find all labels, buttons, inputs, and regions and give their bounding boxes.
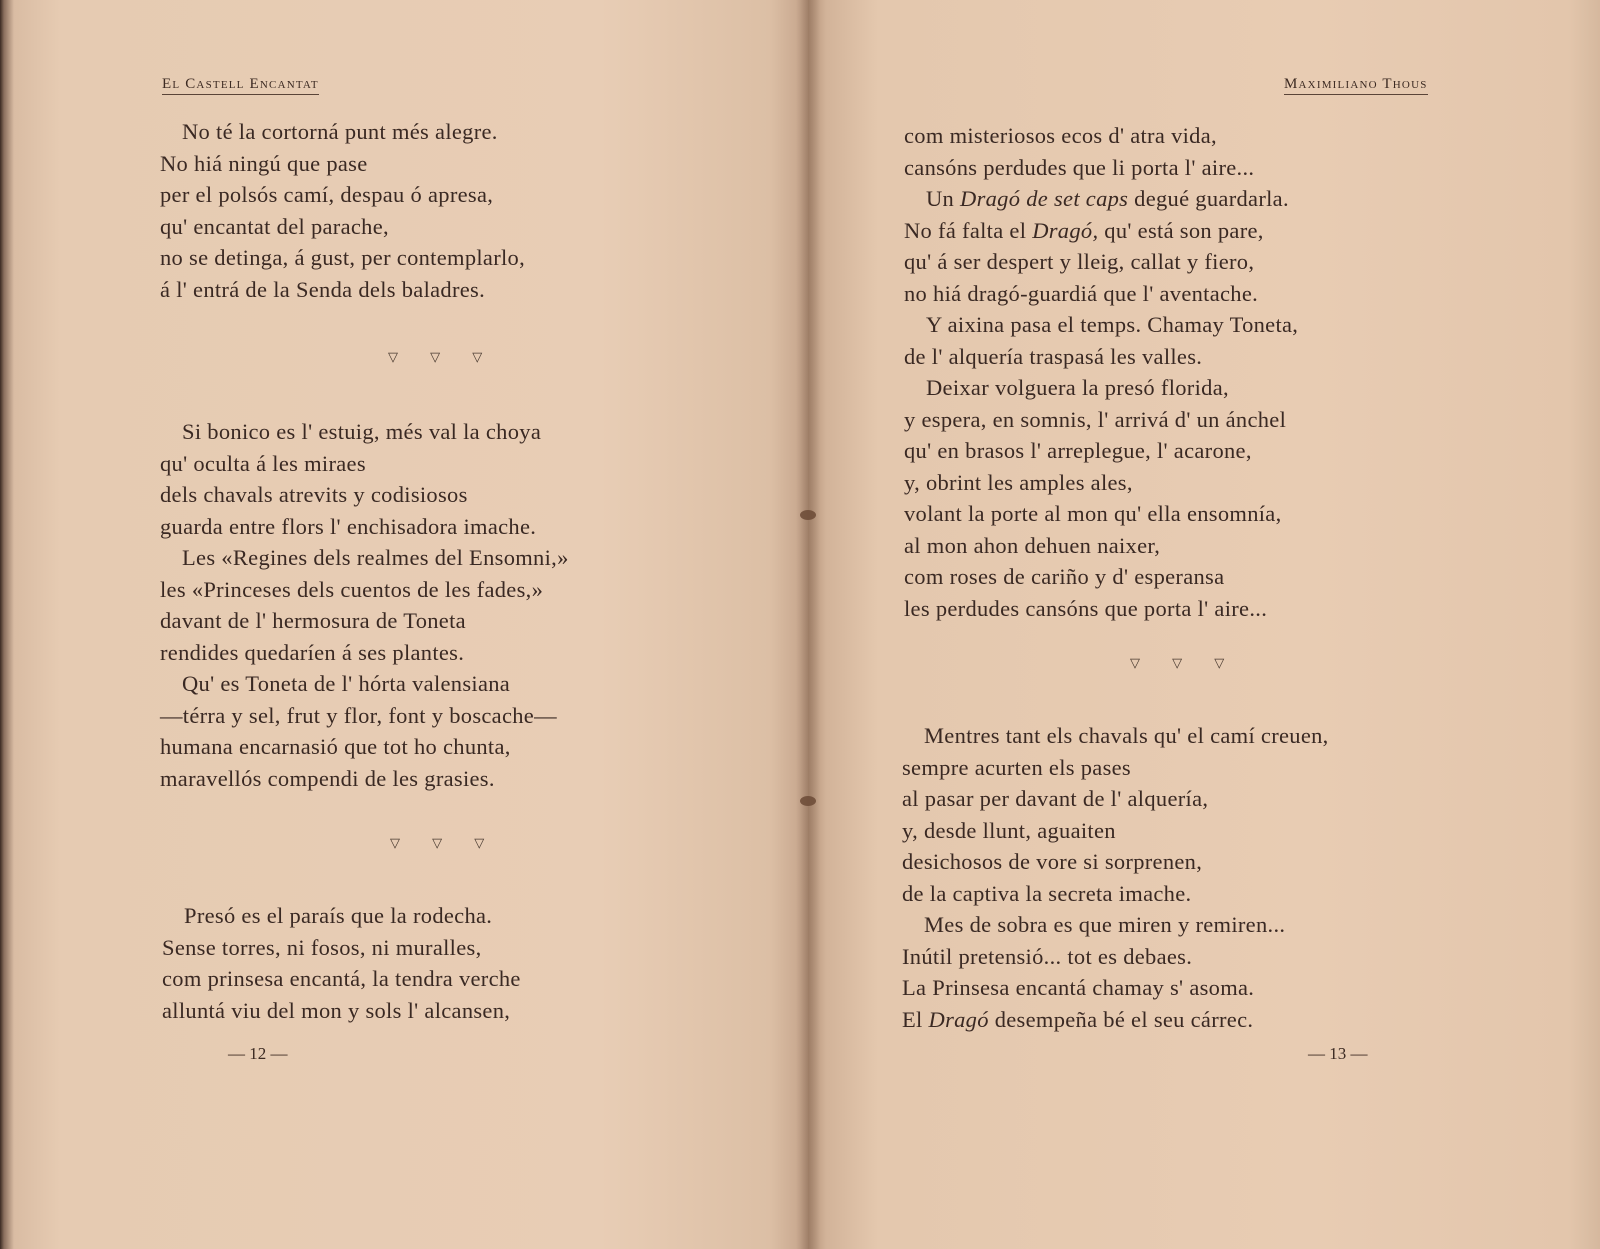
verse-text: Mes de sobra es que miren y remiren... — [924, 912, 1286, 937]
verse-text: no hiá dragó-guardiá que l' aventache. — [904, 280, 1259, 306]
right-stanza-1 — [904, 120, 1298, 624]
section-divider: ▽ ▽ ▽ — [388, 350, 497, 365]
verse-line — [902, 941, 1329, 973]
verse-line — [904, 183, 1298, 215]
verse-text: com roses de cariño y d' esperansa — [904, 564, 1225, 589]
verse-line — [902, 720, 1329, 752]
verse-line — [904, 246, 1298, 278]
verse-line — [902, 752, 1329, 784]
verse-line — [902, 783, 1329, 815]
verse-line — [902, 846, 1329, 878]
verse-text: de l' alquería traspasá les valles. — [904, 343, 1203, 369]
verse-line — [904, 152, 1298, 184]
verse-text: Y aixina pasa el temps. Chamay Toneta, — [926, 312, 1299, 337]
verse-line: Presó es el paraís que la rodecha. — [184, 903, 493, 928]
verse-line — [902, 972, 1329, 1004]
verse-line: per el polsós camí, despau ó apresa, — [160, 182, 494, 207]
verse-text: y espera, en somnis, l' arrivá d' un ánchel — [904, 406, 1287, 432]
right-running-head: Maximiliano Thous — [1284, 76, 1428, 95]
verse-line: qu' encantat del parache, — [160, 213, 389, 239]
verse-line: Si bonico es l' estuig, més val la choya — [182, 419, 542, 444]
verse-text: com misteriosos ecos d' atra vida, — [904, 123, 1217, 148]
verse-text: degué guardarla. — [1128, 186, 1289, 211]
verse-line: No hiá ningú que pase — [160, 150, 368, 176]
verse-text: qu' á ser despert y lleig, callat y fiero, — [904, 249, 1255, 274]
verse-text: Deixar volguera la presó florida, — [926, 375, 1229, 400]
verse-line: qu' oculta á les miraes — [160, 450, 366, 476]
verse-text: qu' está son pare, — [1098, 217, 1264, 243]
verse-line — [902, 815, 1329, 847]
verse-line: humana encarnasió que tot ho chunta, — [160, 734, 511, 759]
verse-line: maravellós compendi de les grasies. — [160, 765, 495, 791]
verse-text: qu' en brasos l' arreplegue, l' acarone, — [904, 438, 1252, 463]
verse-line — [904, 309, 1298, 341]
verse-text: Un — [926, 186, 961, 211]
verse-line — [902, 878, 1329, 910]
verse-line: á l' entrá de la Senda dels baladres. — [160, 276, 486, 302]
italic-phrase: Dragó — [928, 1006, 989, 1032]
verse-line: les «Princeses dels cuentos de les fades,» — [160, 576, 544, 602]
italic-phrase: Dragó, — [1032, 217, 1099, 243]
verse-text: Mentres tant els chavals qu' el camí creuen, — [924, 723, 1329, 748]
verse-text: y, obrint les amples ales, — [904, 469, 1133, 495]
verse-text: de la captiva la secreta imache. — [902, 880, 1192, 906]
verse-line — [904, 372, 1298, 404]
verse-line: alluntá viu del mon y sols l' alcansen, — [162, 997, 511, 1023]
verse-line — [904, 404, 1298, 436]
verse-line — [902, 1004, 1329, 1036]
left-stanza-2 — [160, 416, 569, 794]
verse-line: Qu' es Toneta de l' hórta valensiana — [182, 671, 511, 696]
verse-text: al pasar per davant de l' alquería, — [902, 786, 1209, 811]
italic-phrase: Dragó de set caps — [960, 186, 1129, 211]
verse-line: davant de l' hermosura de Toneta — [160, 608, 466, 633]
verse-line — [904, 498, 1298, 530]
page-number: — 13 — — [1308, 1044, 1368, 1063]
left-running-head: El Castell Encantat — [162, 76, 319, 95]
verse-line — [904, 215, 1298, 247]
verse-line: no se detinga, á gust, per contemplarlo, — [160, 245, 526, 270]
verse-line: —térra y sel, frut y flor, font y boscache— — [160, 702, 557, 728]
verse-text: cansóns perdudes que li porta l' aire... — [904, 154, 1255, 180]
verse-line: rendides quedaríen á ses plantes. — [160, 639, 465, 665]
verse-text: volant la porte al mon qu' ella ensomnía, — [904, 501, 1282, 526]
verse-line — [904, 467, 1298, 499]
book-gutter — [796, 0, 820, 1249]
verse-line: guarda entre flors l' enchisadora imache. — [160, 513, 537, 539]
verse-text: sempre acurten els pases — [902, 754, 1131, 780]
verse-text: desichosos de vore si sorprenen, — [902, 849, 1203, 874]
verse-line: Sense torres, ni fosos, ni muralles, — [162, 934, 482, 960]
left-stanza-1 — [160, 116, 525, 305]
verse-text: La Prinsesa encantá chamay s' asoma. — [902, 975, 1255, 1000]
verse-line: com prinsesa encantá, la tendra verche — [162, 966, 521, 991]
page-number: — 12 — — [228, 1044, 288, 1063]
right-page — [808, 0, 1600, 1249]
verse-line: No té la cortorná punt més alegre. — [182, 119, 498, 144]
verse-line — [904, 341, 1298, 373]
paper-stain — [800, 796, 816, 806]
section-divider: ▽ ▽ ▽ — [1130, 656, 1239, 671]
verse-line — [904, 435, 1298, 467]
verse-line — [904, 278, 1298, 310]
left-stanza-3 — [162, 900, 521, 1026]
verse-line — [902, 909, 1329, 941]
verse-line — [904, 561, 1298, 593]
verse-text: y, desde llunt, aguaiten — [902, 817, 1116, 843]
verse-line — [904, 593, 1298, 625]
verse-line: dels chavals atrevits y codisiosos — [160, 482, 468, 507]
verse-line: Les «Regines dels realmes del Ensomni,» — [182, 545, 569, 570]
right-stanza-2 — [902, 720, 1329, 1035]
verse-text: les perdudes cansóns que porta l' aire... — [904, 595, 1268, 621]
paper-stain — [800, 510, 816, 520]
verse-text: El — [902, 1006, 929, 1032]
verse-line — [904, 120, 1298, 152]
verse-text: No fá falta el — [904, 217, 1033, 243]
verse-line — [904, 530, 1298, 562]
verse-text: desempeña bé el seu cárrec. — [988, 1006, 1254, 1032]
verse-text: Inútil pretensió... tot es debaes. — [902, 943, 1193, 969]
verse-text: al mon ahon dehuen naixer, — [904, 532, 1161, 558]
section-divider: ▽ ▽ ▽ — [390, 836, 499, 851]
